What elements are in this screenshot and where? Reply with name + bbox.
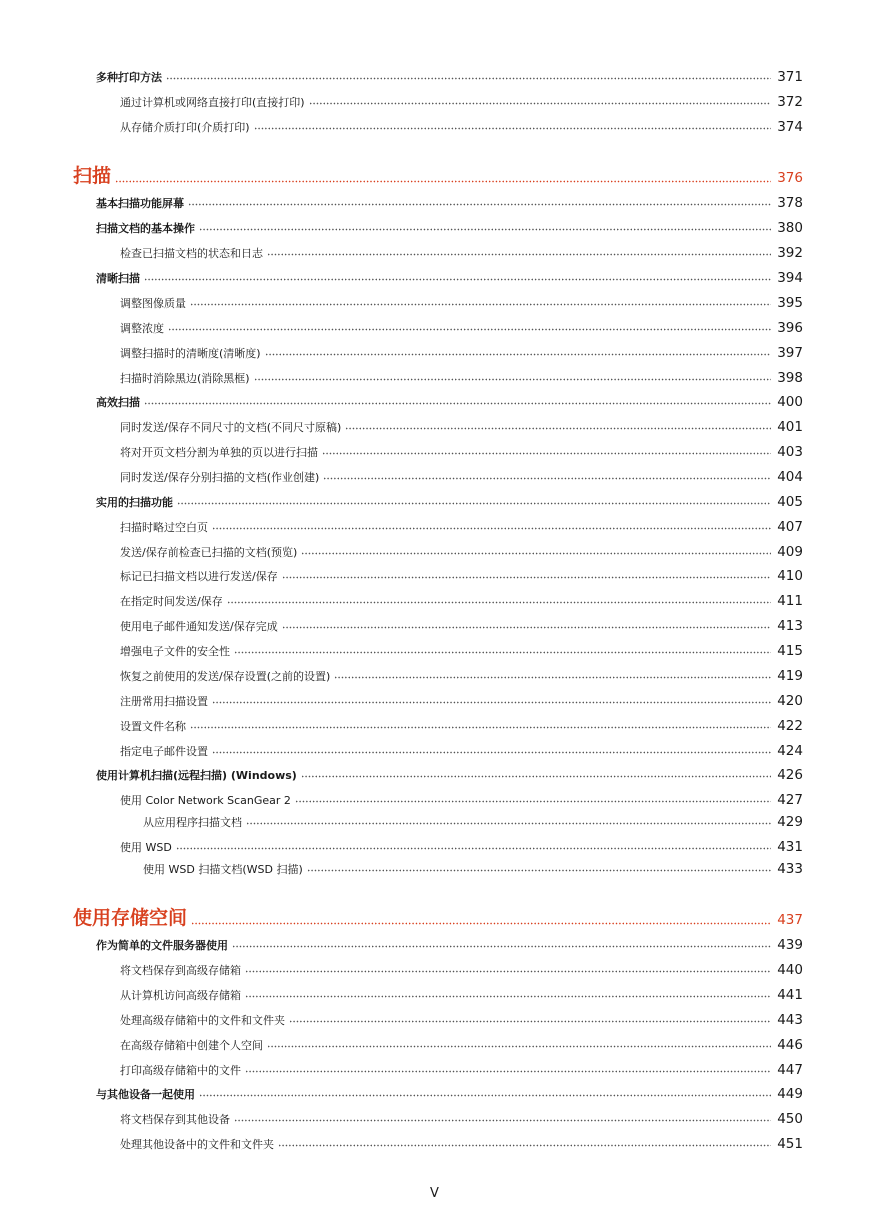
dot-leader — [245, 995, 771, 998]
entry-title: 多种打印方法 — [96, 71, 162, 84]
entry-page-number: 392 — [777, 245, 803, 261]
entry-page-number: 426 — [777, 767, 803, 783]
entry-page-number: 378 — [777, 195, 803, 211]
entry-title: 在指定时间发送/保存 — [120, 595, 223, 608]
entry-page-number: 371 — [777, 69, 803, 85]
entry-page-number: 437 — [777, 912, 803, 928]
entry-page-number: 451 — [777, 1136, 803, 1152]
entry-page-number: 395 — [777, 295, 803, 311]
entry-title: 同时发送/保存分别扫描的文档(作业创建) — [120, 471, 320, 484]
dot-leader — [232, 945, 771, 948]
entry-title: 使用 WSD — [120, 841, 172, 854]
entry-page-number: 447 — [777, 1062, 803, 1078]
entry-title: 作为简单的文件服务器使用 — [96, 939, 228, 952]
entry-title: 高效扫描 — [96, 396, 140, 409]
dot-leader — [282, 576, 771, 579]
entry-page-number: 424 — [777, 743, 803, 759]
entry-page-number: 396 — [777, 320, 803, 336]
entry-title: 扫描文档的基本操作 — [96, 222, 195, 235]
entry-title: 基本扫描功能屏幕 — [96, 197, 184, 210]
subsection-entry[interactable] — [0, 1062, 869, 1078]
dot-leader — [190, 726, 771, 729]
entry-page-number: 403 — [777, 444, 803, 460]
entry-title: 与其他设备一起使用 — [96, 1088, 195, 1101]
dot-leader — [212, 701, 771, 704]
entry-title: 在高级存储箱中创建个人空间 — [120, 1039, 263, 1052]
entry-page-number: 409 — [777, 544, 803, 560]
dot-leader — [245, 970, 771, 973]
dot-leader — [323, 477, 771, 480]
entry-title: 增强电子文件的安全性 — [120, 645, 230, 658]
entry-page-number: 415 — [777, 643, 803, 659]
entry-page-number: 449 — [777, 1086, 803, 1102]
entry-title: 指定电子邮件设置 — [120, 745, 208, 758]
section-entry[interactable] — [0, 1086, 869, 1102]
dot-leader — [301, 775, 771, 778]
subsection-entry[interactable] — [0, 962, 869, 978]
section-entry[interactable] — [0, 937, 869, 953]
subsection-entry[interactable] — [0, 94, 869, 110]
dot-leader — [177, 502, 771, 505]
entry-title: 实用的扫描功能 — [96, 496, 173, 509]
entry-page-number: 398 — [777, 370, 803, 386]
entry-page-number: 427 — [777, 792, 803, 808]
dot-leader — [199, 228, 771, 231]
entry-title: 使用计算机扫描(远程扫描) (Windows) — [96, 769, 297, 782]
subsection-entry[interactable] — [0, 444, 869, 460]
entry-page-number: 413 — [777, 618, 803, 634]
dot-leader — [295, 800, 771, 803]
subsection-entry[interactable] — [0, 345, 869, 361]
entry-page-number: 439 — [777, 937, 803, 953]
entry-title: 使用 WSD 扫描文档(WSD 扫描) — [143, 863, 303, 876]
dot-leader — [227, 601, 771, 604]
dot-leader — [334, 676, 771, 679]
subsection-entry[interactable] — [0, 519, 869, 535]
dot-leader — [190, 303, 771, 306]
entry-page-number: 411 — [777, 593, 803, 609]
entry-title: 注册常用扫描设置 — [120, 695, 208, 708]
dot-leader — [307, 869, 771, 872]
subsection-entry[interactable] — [0, 839, 869, 855]
subsection-entry[interactable] — [0, 469, 869, 485]
dot-leader — [115, 180, 771, 183]
entry-page-number: 446 — [777, 1037, 803, 1053]
entry-title: 设置文件名称 — [120, 720, 186, 733]
entry-page-number: 394 — [777, 270, 803, 286]
dot-leader — [212, 527, 771, 530]
dot-leader — [278, 1144, 771, 1147]
entry-title: 使用电子邮件通知发送/保存完成 — [120, 620, 278, 633]
entry-title: 从应用程序扫描文档 — [143, 816, 242, 829]
dot-leader — [199, 1094, 771, 1097]
entry-title: 调整图像质量 — [120, 297, 186, 310]
entry-page-number: 422 — [777, 718, 803, 734]
entry-page-number: 405 — [777, 494, 803, 510]
entry-title: 检查已扫描文档的状态和日志 — [120, 247, 263, 260]
entry-page-number: 400 — [777, 394, 803, 410]
entry-page-number: 380 — [777, 220, 803, 236]
entry-title: 清晰扫描 — [96, 272, 140, 285]
subsection-entry[interactable] — [0, 568, 869, 584]
dot-leader — [245, 1070, 771, 1073]
entry-title: 处理其他设备中的文件和文件夹 — [120, 1138, 274, 1151]
entry-title: 标记已扫描文档以进行发送/保存 — [120, 570, 278, 583]
entry-page-number: 420 — [777, 693, 803, 709]
section-entry[interactable] — [0, 394, 869, 410]
chapter-entry[interactable] — [0, 903, 869, 930]
dot-leader — [144, 402, 771, 405]
subsection-entry[interactable] — [0, 743, 869, 759]
subsection-entry[interactable] — [0, 693, 869, 709]
subsection-entry[interactable] — [0, 792, 869, 808]
entry-title: 发送/保存前检查已扫描的文档(预览) — [120, 546, 298, 559]
entry-page-number: 429 — [777, 814, 803, 830]
subsection-entry[interactable] — [0, 1136, 869, 1152]
subsection-entry[interactable] — [0, 245, 869, 261]
section-entry[interactable] — [0, 270, 869, 286]
subsubsection-entry[interactable] — [0, 861, 869, 877]
subsection-entry[interactable] — [0, 320, 869, 336]
entry-page-number: 397 — [777, 345, 803, 361]
dot-leader — [176, 847, 771, 850]
entry-title: 调整浓度 — [120, 322, 164, 335]
entry-title: 调整扫描时的清晰度(清晰度) — [120, 347, 261, 360]
entry-page-number: 376 — [777, 170, 803, 186]
subsection-entry[interactable] — [0, 593, 869, 609]
page-number: V — [430, 1186, 439, 1201]
dot-leader — [254, 378, 771, 381]
subsection-entry[interactable] — [0, 419, 869, 435]
entry-page-number: 410 — [777, 568, 803, 584]
subsection-entry[interactable] — [0, 987, 869, 1003]
entry-title: 从计算机访问高级存储箱 — [120, 989, 241, 1002]
dot-leader — [191, 922, 771, 925]
subsection-entry[interactable] — [0, 295, 869, 311]
dot-leader — [168, 328, 771, 331]
chapter-entry[interactable] — [0, 161, 869, 188]
dot-leader — [301, 552, 771, 555]
entry-page-number: 419 — [777, 668, 803, 684]
subsection-entry[interactable] — [0, 1012, 869, 1028]
subsection-entry[interactable] — [0, 643, 869, 659]
dot-leader — [289, 1020, 771, 1023]
dot-leader — [282, 626, 771, 629]
section-entry[interactable] — [0, 195, 869, 211]
entry-page-number: 440 — [777, 962, 803, 978]
entry-title: 将对开页文档分割为单独的页以进行扫描 — [120, 446, 318, 459]
dot-leader — [144, 278, 771, 281]
subsection-entry[interactable] — [0, 1111, 869, 1127]
entry-title: 扫描 — [73, 165, 112, 187]
dot-leader — [309, 102, 771, 105]
entry-page-number: 450 — [777, 1111, 803, 1127]
subsection-entry[interactable] — [0, 618, 869, 634]
entry-page-number: 443 — [777, 1012, 803, 1028]
section-entry[interactable] — [0, 767, 869, 783]
entry-title: 通过计算机或网络直接打印(直接打印) — [120, 96, 305, 109]
subsection-entry[interactable] — [0, 668, 869, 684]
entry-page-number: 433 — [777, 861, 803, 877]
subsection-entry[interactable] — [0, 718, 869, 734]
subsection-entry[interactable] — [0, 370, 869, 386]
entry-title: 恢复之前使用的发送/保存设置(之前的设置) — [120, 670, 331, 683]
dot-leader — [212, 751, 771, 754]
entry-title: 使用 Color Network ScanGear 2 — [120, 794, 291, 807]
entry-page-number: 404 — [777, 469, 803, 485]
entry-page-number: 441 — [777, 987, 803, 1003]
dot-leader — [265, 353, 771, 356]
subsection-entry[interactable] — [0, 119, 869, 135]
subsubsection-entry[interactable] — [0, 814, 869, 830]
section-entry[interactable] — [0, 69, 869, 85]
entry-title: 处理高级存储箱中的文件和文件夹 — [120, 1014, 285, 1027]
dot-leader — [234, 1119, 771, 1122]
dot-leader — [322, 452, 771, 455]
dot-leader — [166, 77, 771, 80]
entry-page-number: 431 — [777, 839, 803, 855]
entry-page-number: 401 — [777, 419, 803, 435]
entry-page-number: 374 — [777, 119, 803, 135]
entry-title: 打印高级存储箱中的文件 — [120, 1064, 241, 1077]
dot-leader — [267, 253, 771, 256]
section-entry[interactable] — [0, 494, 869, 510]
entry-title: 将文档保存到其他设备 — [120, 1113, 230, 1126]
entry-title: 同时发送/保存不同尺寸的文档(不同尺寸原稿) — [120, 421, 342, 434]
entry-page-number: 407 — [777, 519, 803, 535]
dot-leader — [188, 203, 771, 206]
dot-leader — [234, 651, 771, 654]
entry-title: 扫描时消除黑边(消除黑框) — [120, 372, 250, 385]
section-entry[interactable] — [0, 220, 869, 236]
dot-leader — [345, 427, 771, 430]
entry-title: 使用存储空间 — [73, 907, 188, 929]
dot-leader — [246, 822, 771, 825]
dot-leader — [254, 127, 771, 130]
subsection-entry[interactable] — [0, 1037, 869, 1053]
entry-title: 将文档保存到高级存储箱 — [120, 964, 241, 977]
entry-title: 从存储介质打印(介质打印) — [120, 121, 250, 134]
dot-leader — [267, 1045, 771, 1048]
subsection-entry[interactable] — [0, 544, 869, 560]
entry-title: 扫描时略过空白页 — [120, 521, 208, 534]
entry-page-number: 372 — [777, 94, 803, 110]
